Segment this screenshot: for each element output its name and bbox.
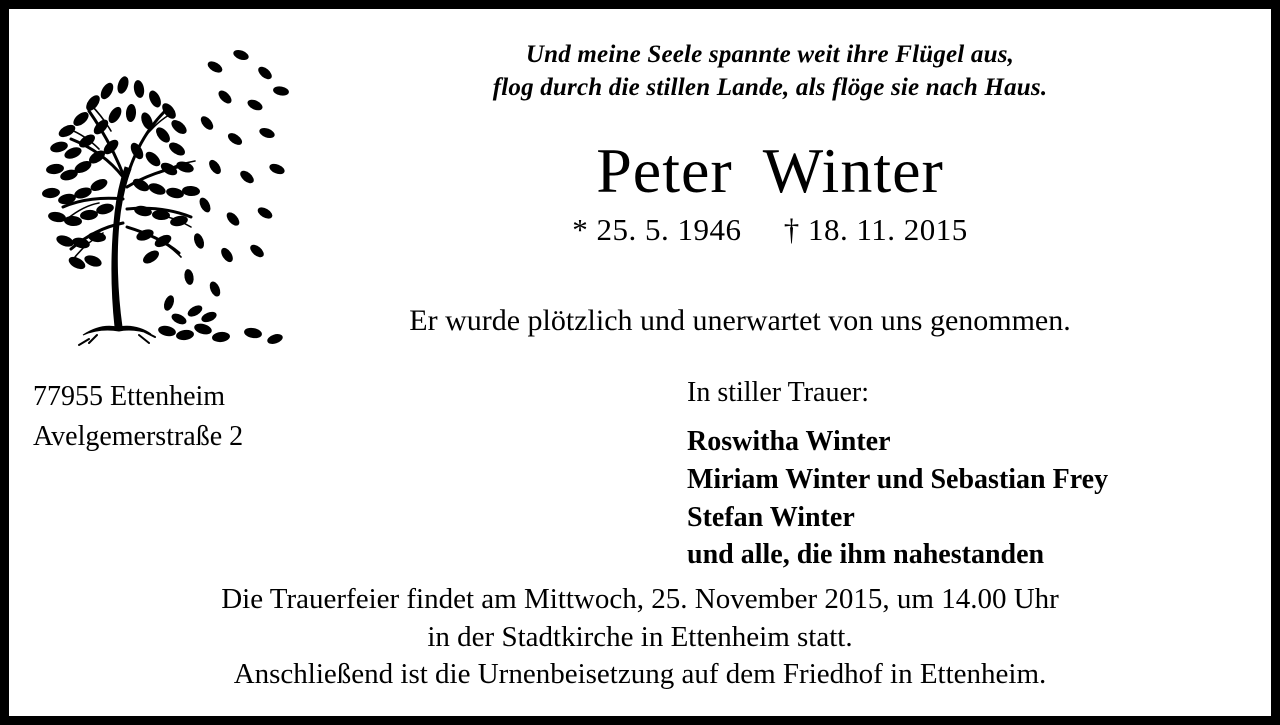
mourner-name: Miriam Winter und Sebastian Frey — [687, 463, 1109, 495]
address-block — [33, 377, 243, 457]
cross-symbol: † — [783, 212, 800, 248]
ceremony-line-3: Anschließend ist die Urnenbeisetzung auf dem Friedhof in Ettenheim. — [233, 658, 1047, 691]
mourners-heading: In stiller Trauer: — [687, 377, 869, 408]
deceased-full-name — [309, 137, 1231, 204]
verse-line-2: flog durch die stillen Lande, als flöge sie nach Haus. — [492, 73, 1048, 101]
mourner-name: und alle, die ihm nahestanden — [687, 539, 1045, 571]
ceremony-details — [49, 581, 1231, 694]
address-line-1: 77955 Ettenheim — [33, 381, 226, 412]
birth-date: 25. 5. 1946 — [596, 212, 742, 248]
notice-inner — [9, 9, 1271, 716]
mourners-block — [687, 377, 1108, 574]
death-date: 18. 11. 2015 — [807, 212, 968, 248]
memorial-verse — [309, 39, 1231, 104]
deceased-given-name: Peter — [596, 135, 733, 206]
deceased-family-name: Winter — [762, 135, 944, 206]
passing-statement: Er wurde plötzlich und unerwartet von uns genommen. — [409, 304, 1071, 337]
life-dates — [309, 212, 1231, 248]
mourner-name: Stefan Winter — [687, 501, 855, 533]
windblown-tree-with-falling-leaves-icon — [19, 27, 299, 347]
death-date-group — [784, 212, 968, 247]
mourners-list — [687, 423, 1108, 574]
birth-date-group — [572, 212, 750, 247]
mourner-name: Roswitha Winter — [687, 426, 891, 457]
verse-line-1: Und meine Seele spannte weit ihre Flügel aus, — [525, 41, 1015, 68]
ceremony-line-1: Die Trauerfeier findet am Mittwoch, 25. November 2015, um 14.00 Uhr — [221, 582, 1059, 615]
deceased-name-block — [309, 137, 1231, 248]
address-line-2: Avelgemerstraße 2 — [33, 420, 244, 452]
ceremony-line-2: in der Stadtkirche in Ettenheim statt. — [427, 620, 853, 653]
birth-star-symbol: * — [572, 212, 589, 248]
